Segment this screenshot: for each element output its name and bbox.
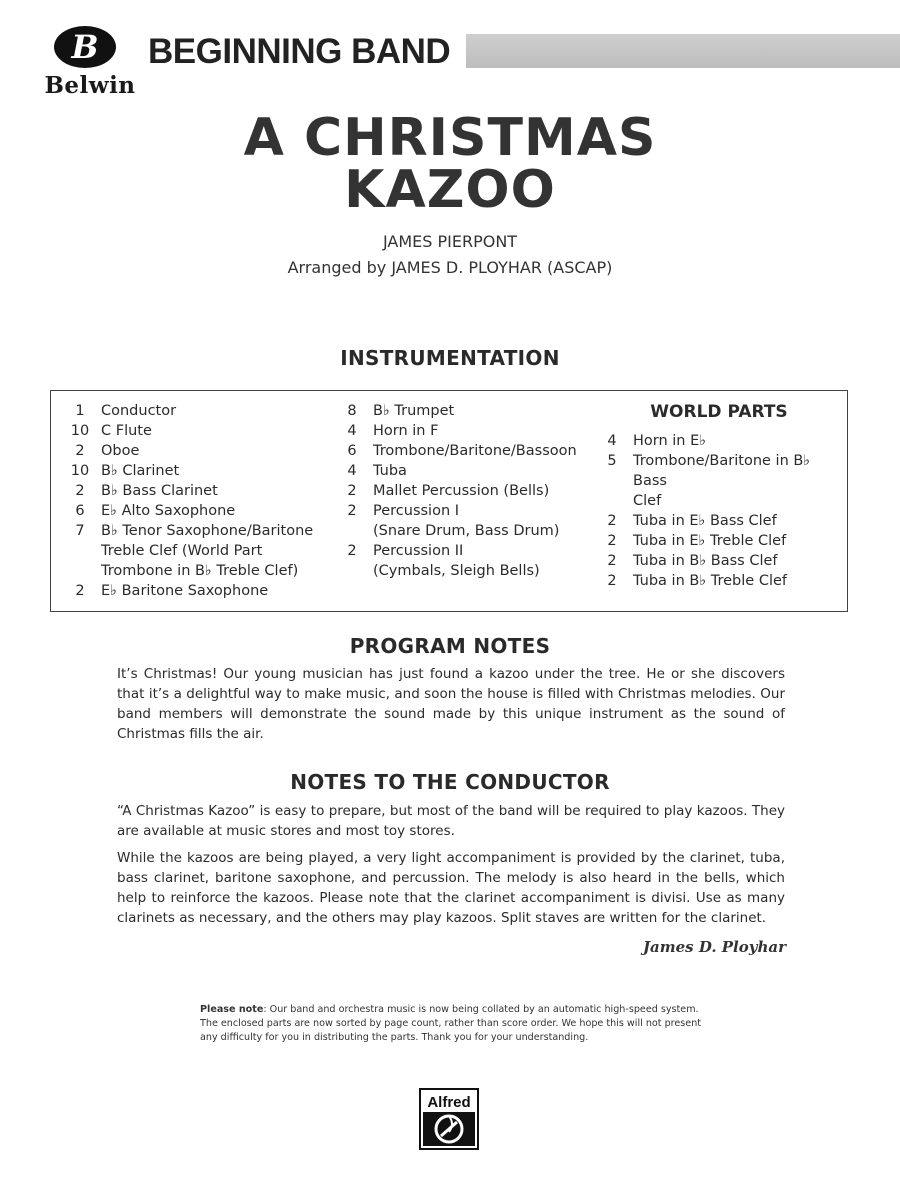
instrument-row: 4 Tuba	[347, 463, 407, 479]
instrument-row: 2 Mallet Percussion (Bells)	[347, 483, 550, 499]
instrument-row: Trombone in B♭ Treble Clef)	[101, 563, 299, 579]
instrumentation-heading: INSTRUMENTATION	[340, 346, 560, 370]
program-notes-heading: PROGRAM NOTES	[349, 634, 551, 658]
instrument-row: (Cymbals, Sleigh Bells)	[373, 563, 540, 579]
world-parts-heading: WORLD PARTS	[650, 402, 788, 422]
piece-title-line-1: A CHRISTMAS	[243, 108, 657, 168]
instrument-row: 2 Percussion I	[347, 503, 460, 519]
instrumentation-column-1	[59, 401, 329, 601]
world-parts-column	[591, 401, 841, 591]
alfred-logo	[419, 1088, 479, 1150]
instrument-row: 8 B♭ Trumpet	[347, 403, 455, 419]
collation-note-text: : Our band and orchestra music is now being collated by an automatic high-speed system. The enclosed parts are now sorted by page count, rather than score order. We hope this will not present any difficulty for you in distributing the parts. Thank you for your understanding.	[200, 1004, 702, 1043]
series-title: BEGINNING BAND	[148, 32, 451, 71]
instrument-row: 2 Percussion II	[347, 543, 464, 559]
instrument-row: 10 C Flute	[70, 423, 152, 439]
instrument-row: 2 Oboe	[75, 443, 140, 459]
collation-note-label: Please note	[200, 1004, 264, 1015]
piece-title-line-2: KAZOO	[344, 160, 556, 220]
instrument-row: 2 E♭ Baritone Saxophone	[75, 583, 269, 599]
svg-text:B: B	[71, 28, 99, 66]
composer-credit: JAMES PIERPONT	[382, 232, 518, 251]
instrumentation-box	[50, 390, 848, 612]
instrument-row: 2 Tuba in B♭ Treble Clef	[607, 573, 787, 589]
alfred-logo-text: Alfred	[427, 1094, 471, 1111]
instrument-row: 4 Horn in E♭	[607, 433, 707, 449]
collation-note	[200, 1003, 705, 1045]
conductor-notes-heading: NOTES TO THE CONDUCTOR	[290, 770, 610, 794]
instrument-row: 6 Trombone/Baritone/Bassoon	[347, 443, 577, 459]
arranger-signature: James D. Ployhar	[642, 938, 786, 956]
instrument-row: 7 B♭ Tenor Saxophone/Baritone	[75, 523, 314, 539]
instrument-row: 2 Tuba in B♭ Bass Clef	[607, 553, 778, 569]
instrument-row: 1 Conductor	[75, 403, 177, 419]
instrumentation-column-2	[331, 401, 581, 581]
instrument-row: 2 Tuba in E♭ Treble Clef	[607, 533, 787, 549]
program-notes-text: It’s Christmas! Our young musician has just found a kazoo under the tree. He or she discovers that it’s a delightful way to make music, and soon the house is filled with Christmas melodies. Our band members will demonstrate the sound made by this unique instrument as the sound of Christmas fills the air.	[117, 666, 785, 742]
instrument-row: Treble Clef (World Part	[101, 543, 263, 559]
instrument-row: 2 B♭ Bass Clarinet	[75, 483, 218, 499]
instrument-row: 6 E♭ Alto Saxophone	[75, 503, 236, 519]
conductor-notes-paragraph-2: While the kazoos are being played, a very light accompaniment is provided by the clarinet, tuba, bass clarinet, baritone saxophone, and percussion. The melody is also heard in the bells, which help to reinforce the kazoos. Please note that the clarinet accompaniment is divisi. Use as many clarinets as necessary, and the others may play kazoos. Split staves are written for the clarinet.	[117, 850, 785, 926]
instrument-row: 4 Horn in F	[347, 423, 439, 439]
instrument-row: Clef	[633, 493, 662, 509]
arranger-credit: Arranged by JAMES D. PLOYHAR (ASCAP)	[287, 258, 613, 277]
instrument-row: (Snare Drum, Bass Drum)	[373, 523, 560, 539]
conductor-notes-paragraph-1: “A Christmas Kazoo” is easy to prepare, but most of the band will be required to play kazoos. They are available at music stores and most toy stores.	[117, 803, 785, 839]
instrument-row: 10 B♭ Clarinet	[70, 463, 180, 479]
instrument-row: 2 Tuba in E♭ Bass Clef	[607, 513, 777, 529]
belwin-b-logo	[52, 24, 118, 70]
publisher-logo-text: Belwin	[44, 72, 136, 99]
instrument-row: 5 Trombone/Baritone in B♭ Bass	[607, 453, 811, 489]
series-banner-bar	[466, 34, 900, 68]
